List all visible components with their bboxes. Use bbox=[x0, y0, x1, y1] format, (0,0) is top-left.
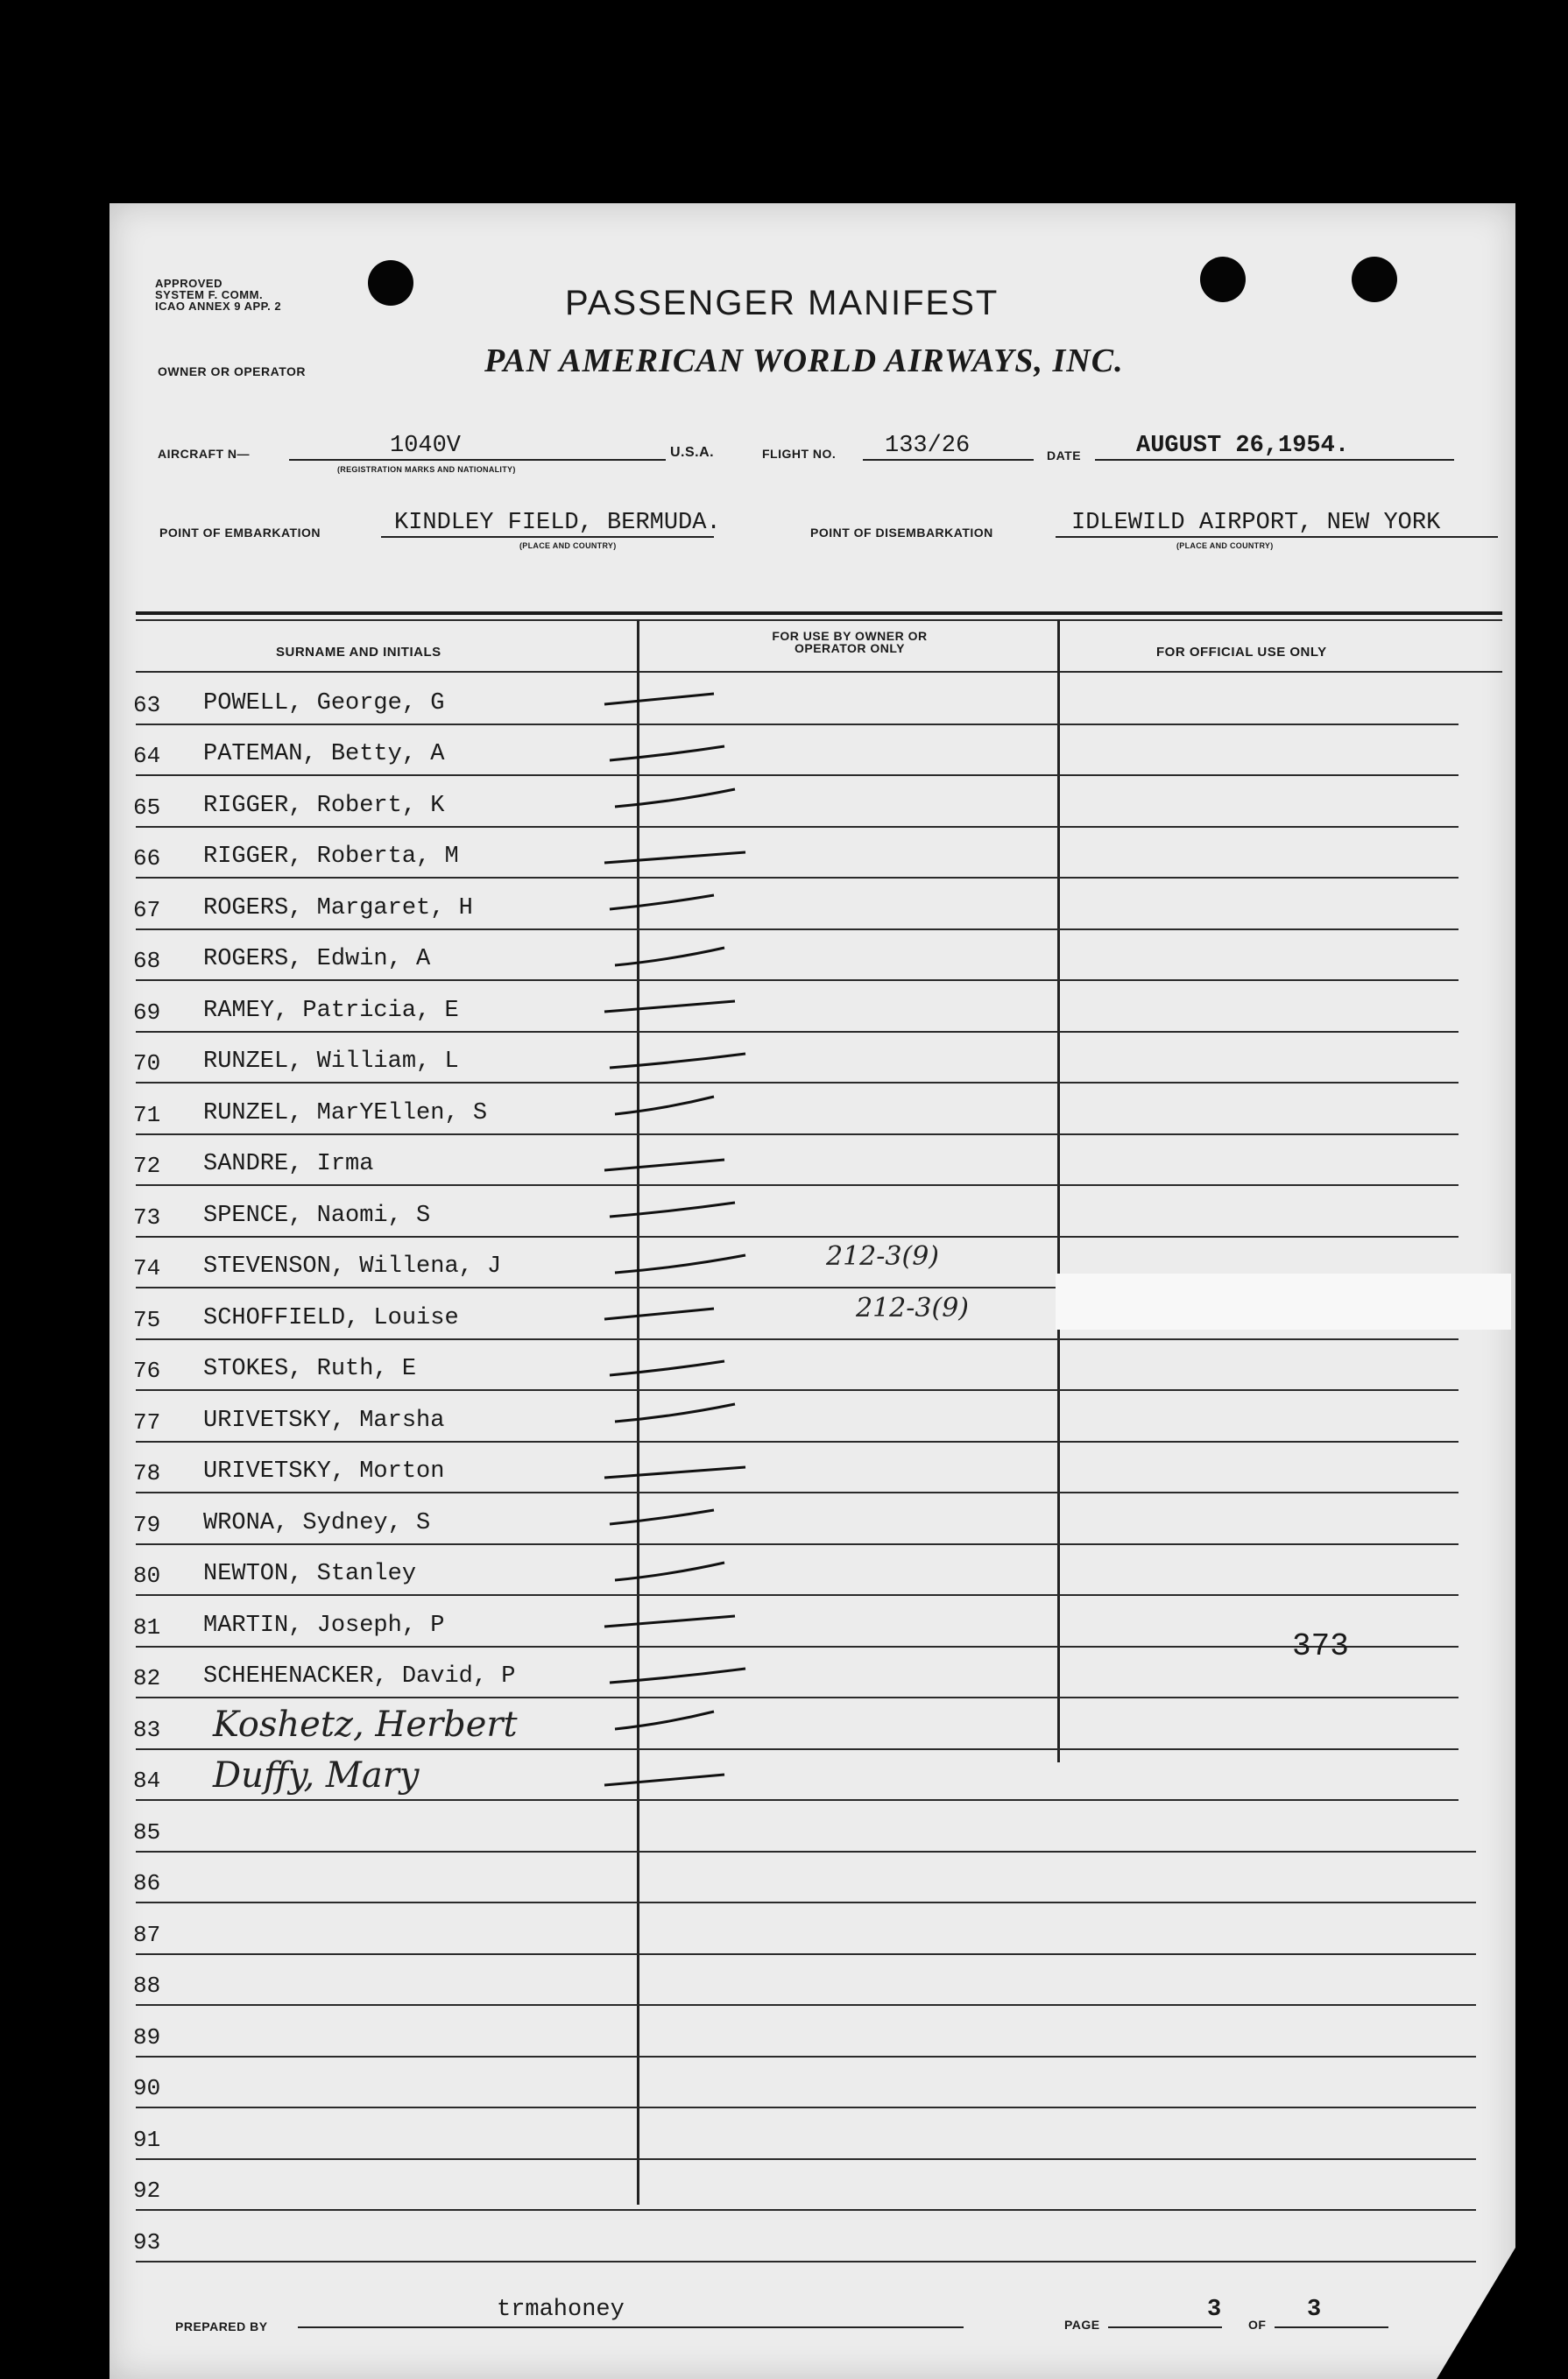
column-header-surname: SURNAME AND INITIALS bbox=[276, 645, 441, 660]
embarkation-label: POINT OF EMBARKATION bbox=[159, 526, 321, 540]
page-title: PASSENGER MANIFEST bbox=[565, 284, 999, 322]
row-number: 64 bbox=[133, 743, 161, 769]
row-number: 80 bbox=[133, 1563, 161, 1589]
page-underline bbox=[1108, 2326, 1222, 2328]
row-number: 88 bbox=[133, 1973, 161, 1999]
passenger-name: STEVENSON, Willena, J bbox=[203, 1253, 502, 1280]
row-number: 79 bbox=[133, 1512, 161, 1538]
passenger-name: RUNZEL, MarYEllen, S bbox=[203, 1100, 488, 1126]
row-number: 70 bbox=[133, 1050, 161, 1077]
row-number: 78 bbox=[133, 1460, 161, 1486]
row-number: 84 bbox=[133, 1768, 161, 1794]
passenger-name: POWELL, George, G bbox=[203, 690, 445, 717]
manifest-sheet bbox=[109, 203, 1515, 2379]
check-mark bbox=[615, 1563, 724, 1580]
check-mark bbox=[615, 948, 724, 965]
aircraft-sublabel: (REGISTRATION MARKS AND NATIONALITY) bbox=[337, 465, 516, 474]
passenger-name: ROGERS, Margaret, H bbox=[203, 895, 473, 921]
check-mark bbox=[610, 1203, 735, 1217]
passenger-name: WRONA, Sydney, S bbox=[203, 1510, 431, 1536]
passenger-name: MARTIN, Joseph, P bbox=[203, 1613, 445, 1639]
passenger-name: SCHOFFIELD, Louise bbox=[203, 1305, 459, 1331]
row-number: 83 bbox=[133, 1717, 161, 1743]
row-number: 68 bbox=[133, 948, 161, 974]
check-mark bbox=[604, 1160, 724, 1170]
passenger-name: URIVETSKY, Marsha bbox=[203, 1408, 445, 1434]
check-mark bbox=[604, 1001, 735, 1012]
row-number: 67 bbox=[133, 897, 161, 923]
passenger-name: RUNZEL, William, L bbox=[203, 1048, 459, 1075]
embarkation-value: KINDLEY FIELD, BERMUDA. bbox=[394, 510, 721, 536]
check-marks bbox=[109, 203, 1515, 2379]
check-mark bbox=[604, 1309, 714, 1319]
approval-stamp: APPROVED SYSTEM F. COMM. ICAO ANNEX 9 APP. 2 bbox=[155, 277, 282, 313]
passenger-name: RIGGER, Roberta, M bbox=[203, 844, 459, 870]
embarkation-sublabel: (PLACE AND COUNTRY) bbox=[519, 541, 617, 550]
row-number: 82 bbox=[133, 1665, 161, 1691]
row-number: 63 bbox=[133, 692, 161, 718]
check-mark bbox=[610, 895, 714, 909]
disembarkation-value: IDLEWILD AIRPORT, NEW YORK bbox=[1071, 510, 1441, 536]
aircraft-value: 1040V bbox=[390, 433, 462, 459]
check-mark bbox=[604, 1616, 735, 1627]
handwritten-passenger-name: Koshetz, Herbert bbox=[213, 1705, 518, 1745]
row-number: 92 bbox=[133, 2178, 161, 2204]
row-number: 91 bbox=[133, 2127, 161, 2153]
column-header-official: FOR OFFICIAL USE ONLY bbox=[1156, 645, 1327, 660]
row-number: 89 bbox=[133, 2024, 161, 2051]
check-mark bbox=[610, 1361, 724, 1375]
prepared-underline bbox=[298, 2326, 964, 2328]
official-note: 373 bbox=[1292, 1628, 1349, 1664]
check-mark bbox=[604, 694, 714, 704]
flight-value: 133/26 bbox=[885, 433, 971, 459]
passenger-name: STOKES, Ruth, E bbox=[203, 1356, 417, 1382]
row-number: 90 bbox=[133, 2075, 161, 2101]
check-mark bbox=[610, 1054, 745, 1068]
of-underline bbox=[1275, 2326, 1388, 2328]
row-number: 74 bbox=[133, 1255, 161, 1281]
passenger-name: ROGERS, Edwin, A bbox=[203, 946, 431, 972]
check-mark bbox=[610, 1510, 714, 1524]
row-number: 77 bbox=[133, 1409, 161, 1436]
disembarkation-label: POINT OF DISEMBARKATION bbox=[810, 526, 993, 540]
check-mark bbox=[615, 1097, 714, 1114]
owner-note: 212-3(9) bbox=[856, 1293, 969, 1324]
passenger-name: NEWTON, Stanley bbox=[203, 1561, 417, 1587]
row-number: 93 bbox=[133, 2229, 161, 2255]
check-mark bbox=[604, 1775, 724, 1785]
row-number: 69 bbox=[133, 999, 161, 1026]
check-mark bbox=[615, 1404, 735, 1422]
check-mark bbox=[615, 1255, 745, 1273]
passenger-name: SCHEHENACKER, David, P bbox=[203, 1663, 516, 1690]
row-number: 71 bbox=[133, 1102, 161, 1128]
page-label: PAGE bbox=[1064, 2318, 1100, 2332]
country-label: U.S.A. bbox=[670, 445, 715, 460]
row-number: 85 bbox=[133, 1819, 161, 1846]
prepared-value: trmahoney bbox=[497, 2297, 625, 2323]
passenger-name: RIGGER, Robert, K bbox=[203, 793, 445, 819]
check-mark bbox=[604, 852, 745, 863]
disembarkation-sublabel: (PLACE AND COUNTRY) bbox=[1176, 541, 1274, 550]
passenger-name: SPENCE, Naomi, S bbox=[203, 1203, 431, 1229]
row-number: 81 bbox=[133, 1614, 161, 1641]
prepared-label: PREPARED BY bbox=[175, 2319, 268, 2333]
passenger-name: PATEMAN, Betty, A bbox=[203, 741, 445, 767]
row-number: 87 bbox=[133, 1922, 161, 1948]
check-mark bbox=[604, 1467, 745, 1478]
column-header-owner: FOR USE BY OWNER OR OPERATOR ONLY bbox=[772, 629, 928, 655]
check-mark bbox=[610, 1669, 745, 1683]
folded-corner bbox=[1437, 2248, 1515, 2379]
row-number: 65 bbox=[133, 794, 161, 821]
of-label: OF bbox=[1248, 2318, 1267, 2332]
row-number: 75 bbox=[133, 1307, 161, 1333]
passenger-name: SANDRE, Irma bbox=[203, 1151, 374, 1177]
row-number: 66 bbox=[133, 845, 161, 872]
row-number: 73 bbox=[133, 1204, 161, 1231]
airline-name: PAN AMERICAN WORLD AIRWAYS, INC. bbox=[484, 342, 1124, 379]
row-number: 72 bbox=[133, 1153, 161, 1179]
row-number: 76 bbox=[133, 1358, 161, 1384]
passenger-name: URIVETSKY, Morton bbox=[203, 1458, 445, 1485]
owner-note: 212-3(9) bbox=[826, 1241, 939, 1272]
check-mark bbox=[615, 789, 735, 807]
flight-label: FLIGHT NO. bbox=[762, 447, 837, 461]
row-number: 86 bbox=[133, 1870, 161, 1896]
date-label: DATE bbox=[1047, 448, 1082, 462]
aircraft-label: AIRCRAFT N— bbox=[158, 447, 251, 461]
of-value: 3 bbox=[1307, 2297, 1322, 2323]
check-mark bbox=[615, 1712, 714, 1729]
page-value: 3 bbox=[1207, 2297, 1222, 2323]
passenger-name: RAMEY, Patricia, E bbox=[203, 998, 459, 1024]
handwritten-passenger-name: Duffy, Mary bbox=[213, 1755, 420, 1796]
owner-label: OWNER OR OPERATOR bbox=[158, 364, 306, 378]
date-value: AUGUST 26,1954. bbox=[1136, 433, 1350, 459]
check-mark bbox=[610, 746, 724, 760]
